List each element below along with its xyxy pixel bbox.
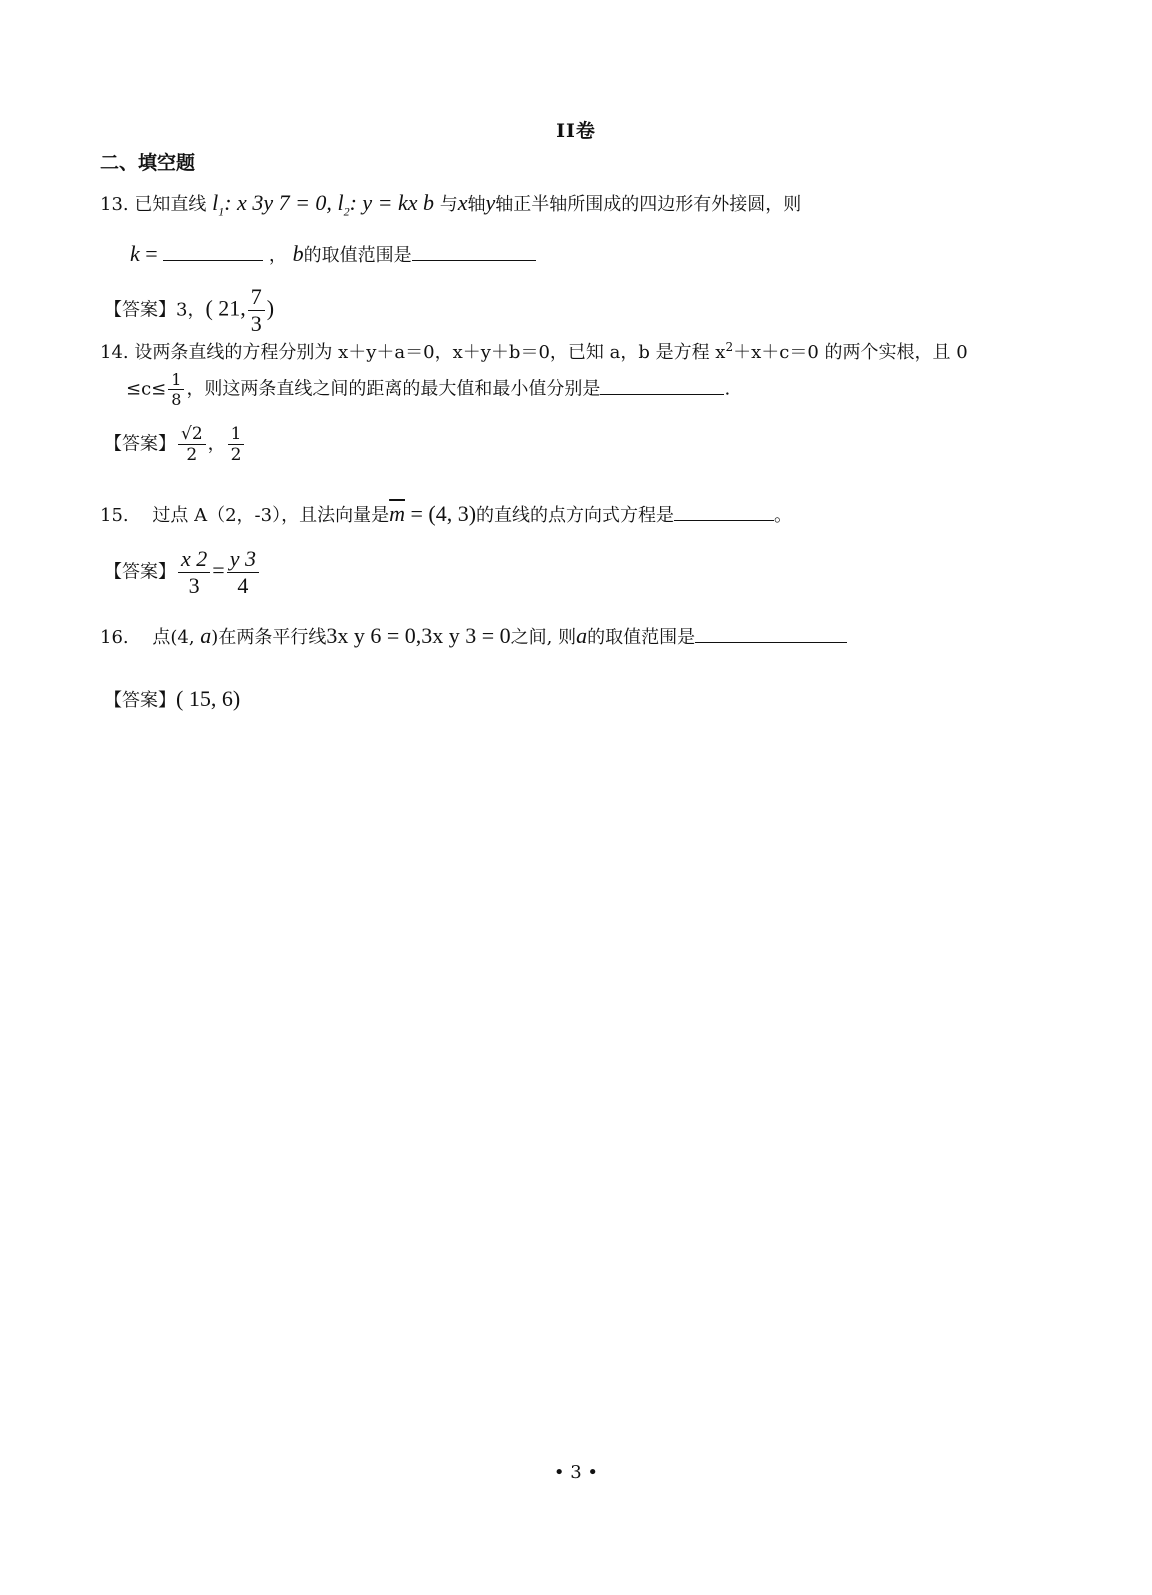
- question-15: [100, 500, 792, 527]
- answer-label: 【答案】: [104, 690, 176, 711]
- question-number: 15.: [100, 505, 129, 526]
- question-number: 14.: [100, 342, 129, 363]
- answer-15: [104, 546, 261, 599]
- math-equation: 3x y 6 = 0,3x y 3 = 0: [326, 623, 511, 648]
- fraction: $\frac{7}{3}$: [248, 284, 265, 337]
- section-heading: 二、填空题: [100, 152, 196, 174]
- question-number: 13.: [100, 194, 129, 215]
- fraction: $\frac{1}{8}$: [168, 370, 184, 409]
- vector-m: $\overline{m}$: [389, 501, 405, 526]
- line-l2: $l_2$: [337, 190, 350, 219]
- question-text: 的取值范围是: [303, 245, 412, 266]
- question-text: 点(4,: [152, 627, 201, 648]
- math-equals: =: [212, 557, 225, 583]
- answer-label: 【答案】: [104, 561, 176, 583]
- answer-blank[interactable]: [163, 240, 263, 261]
- answer-blank[interactable]: [600, 374, 724, 395]
- math-b: b: [292, 241, 304, 266]
- math-y: y: [485, 190, 496, 215]
- answer-label: 【答案】: [104, 433, 176, 455]
- equation-l1: : x 3y 7 = 0,: [224, 190, 338, 215]
- question-number: 16.: [100, 627, 129, 648]
- answer-interval: ( 15, 6): [176, 686, 241, 711]
- question-text: 轴: [467, 194, 486, 215]
- question-text: 之间, 则: [510, 627, 577, 648]
- question-14: [100, 338, 968, 364]
- superscript: 2: [725, 340, 734, 354]
- fraction: $\frac{√2}{2}$: [178, 424, 206, 465]
- answer-blank[interactable]: [412, 240, 536, 261]
- question-text: 已知直线: [134, 194, 207, 215]
- question-text: ≤c≤: [126, 378, 167, 400]
- answer-14: [104, 424, 246, 465]
- answer-label: 【答案】: [104, 299, 176, 321]
- page-number: • 3 •: [553, 1462, 599, 1483]
- fraction: $\frac{1}{2}$: [228, 424, 245, 465]
- math-equals: =: [139, 241, 164, 266]
- answer-16: [104, 686, 240, 712]
- question-text: 过点 A（2，-3），且法向量是: [152, 505, 390, 526]
- punctuation: .: [724, 378, 731, 400]
- equation-l2: : y = kx b: [349, 190, 435, 215]
- punctuation: 。: [774, 505, 793, 526]
- fraction: $\frac{y 3}{4}$: [227, 546, 259, 599]
- math-k: k: [130, 241, 140, 266]
- question-text: 轴正半轴所围成的四边形有外接圆，则: [495, 194, 802, 215]
- question-13-line2: [130, 240, 536, 267]
- math-equation: = (4, 3): [404, 501, 477, 526]
- math-x: x: [457, 190, 468, 215]
- answer-close: ): [266, 295, 275, 321]
- question-text: ，则这两条直线之间的距离的最大值和最小值分别是: [186, 378, 601, 400]
- fraction: $\frac{x 2}{3}$: [178, 546, 210, 599]
- answer-text: 3，: [176, 299, 206, 321]
- line-l1: $l_1$: [212, 190, 225, 219]
- math-a: a: [576, 623, 588, 648]
- page-title: II卷: [556, 120, 596, 142]
- question-text: )在两条平行线: [211, 627, 327, 648]
- question-14-line2: [126, 370, 730, 409]
- answer-13: [104, 284, 274, 337]
- punctuation: ，: [268, 245, 287, 266]
- answer-blank[interactable]: [674, 500, 774, 521]
- question-text: 的取值范围是: [587, 627, 696, 648]
- punctuation: ，: [207, 433, 226, 455]
- question-16: [100, 622, 847, 649]
- question-text: 与: [439, 194, 458, 215]
- math-a: a: [200, 623, 212, 648]
- question-13: [100, 190, 801, 219]
- question-text: ＋x＋c＝0 的两个实根，且 0: [733, 342, 968, 363]
- answer-blank[interactable]: [695, 622, 847, 643]
- answer-interval: ( 21,: [205, 295, 246, 321]
- question-text: 设两条直线的方程分别为 x＋y＋a＝0，x＋y＋b＝0，已知 a，b 是方程 x: [134, 342, 726, 363]
- question-text: 的直线的点方向式方程是: [476, 505, 675, 526]
